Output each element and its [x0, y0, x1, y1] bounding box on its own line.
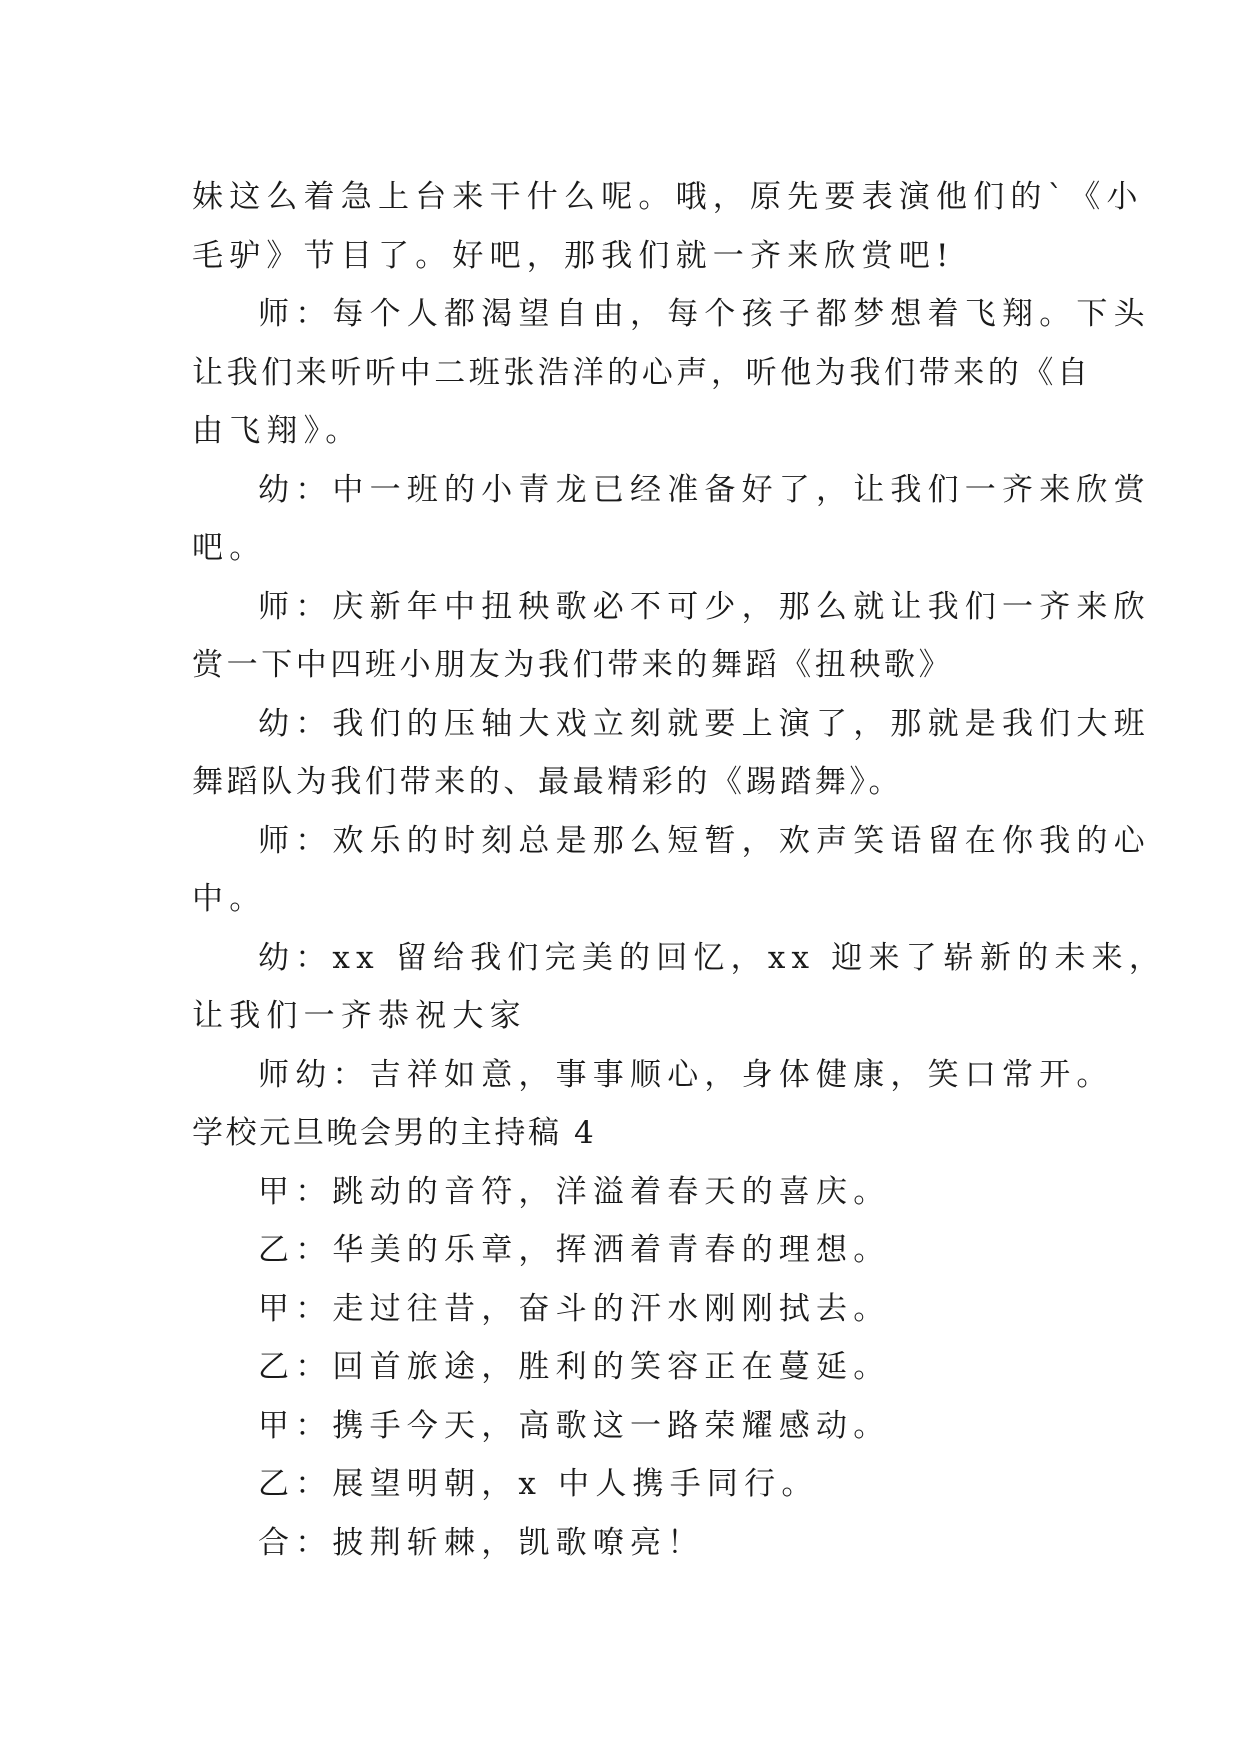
text-line: 乙：回首旅途，胜利的笑容正在蔓延。	[258, 1349, 891, 1385]
text-line: 甲：携手今天，高歌这一路荣耀感动。	[258, 1407, 891, 1444]
text-line: 让我们一齐恭祝大家	[192, 998, 527, 1034]
text-line: 舞蹈队为我们带来的、最最精彩的《踢踏舞》。	[192, 764, 904, 800]
text-line: 幼：我们的压轴大戏立刻就要上演了，那就是我们大班	[258, 705, 1151, 742]
text-line: 合：披荆斩棘，凯歌嘹亮！	[258, 1524, 705, 1561]
text-line: 妹这么着急上台来干什么呢。哦，原先要表演他们的`《小	[192, 179, 1144, 215]
text-line: 幼：xx 留给我们完美的回忆，xx 迎来了崭新的未来，	[258, 939, 1167, 976]
text-line: 赏一下中四班小朋友为我们带来的舞蹈《扭秧歌》	[192, 647, 954, 683]
document-body	[192, 168, 1167, 1572]
text-line: 吧。	[192, 530, 267, 566]
text-line: 中。	[192, 881, 267, 917]
text-line: 师：每个人都渴望自由，每个孩子都梦想着飞翔。下头	[258, 296, 1151, 332]
text-line: 毛驴》节目了。好吧，那我们就一齐来欣赏吧!	[192, 237, 955, 274]
text-line: 幼：中一班的小青龙已经准备好了，让我们一齐来欣赏	[258, 471, 1151, 508]
section-heading: 学校元旦晚会男的主持稿 4	[192, 1115, 597, 1151]
text-line: 甲：跳动的音符，洋溢着春天的喜庆。	[258, 1173, 891, 1210]
text-line: 师幼：吉祥如意，事事顺心，身体健康，笑口常开。	[258, 1056, 1114, 1093]
text-line: 甲：走过往昔，奋斗的汗水刚刚拭去。	[258, 1290, 891, 1327]
text-line: 师：庆新年中扭秧歌必不可少，那么就让我们一齐来欣	[258, 588, 1151, 625]
text-line: 师：欢乐的时刻总是那么短暂，欢声笑语留在你我的心	[258, 822, 1151, 859]
text-line: 由飞翔》。	[192, 413, 363, 449]
text-line: 乙：华美的乐章，挥洒着青春的理想。	[258, 1232, 891, 1268]
text-line: 乙：展望明朝，x 中人携手同行。	[258, 1466, 819, 1502]
text-line: 让我们来听听中二班张浩洋的心声，听他为我们带来的《自	[192, 354, 1092, 391]
